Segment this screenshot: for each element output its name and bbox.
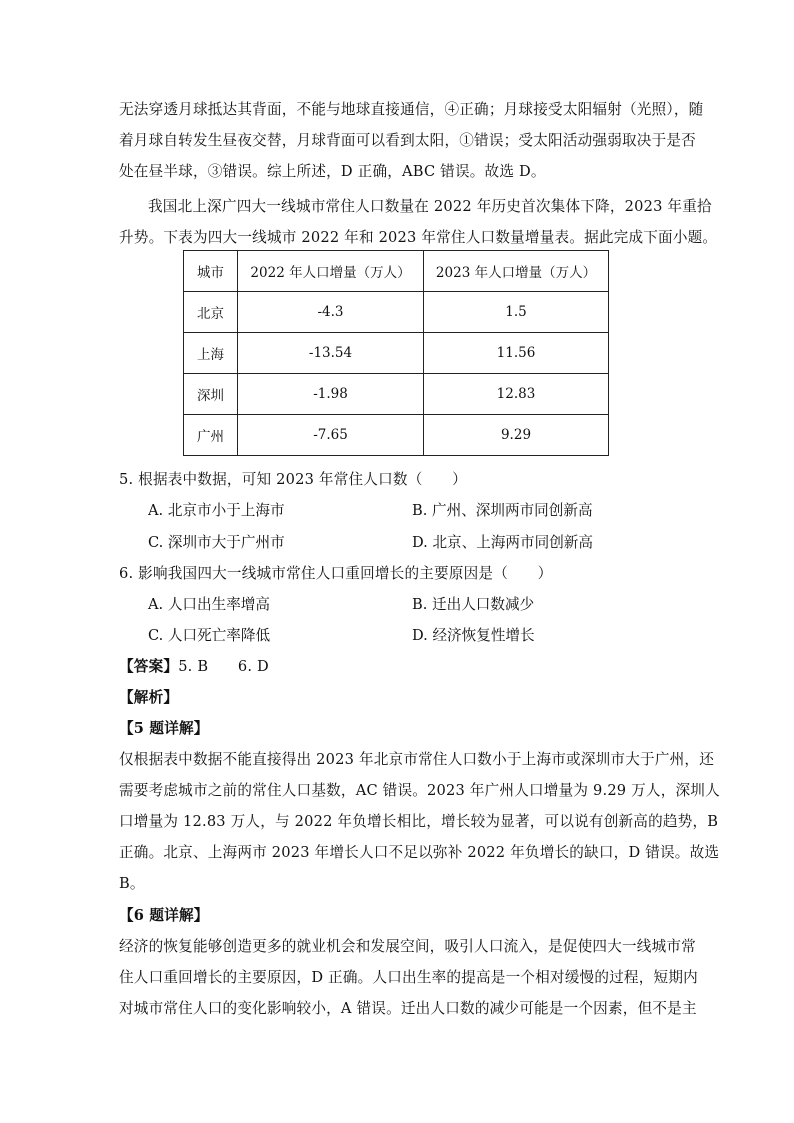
- option-b: B. 广州、深圳两市同创新高: [412, 502, 593, 519]
- text-line: 住人口重回增长的主要原因，D 正确。人口出生率的提高是一个相对缓慢的过程，短期内: [119, 969, 698, 986]
- table-cell: -1.98: [238, 374, 424, 415]
- text-line: 着月球自转发生昼夜交替，月球背面可以看到太阳，①错误；受太阳活动强弱取决于是否: [119, 132, 696, 149]
- question-stem: 6. 影响我国四大一线城市常住人口重回增长的主要原因是（ ）: [119, 565, 553, 582]
- table-row: [184, 292, 609, 333]
- text-line: 经济的恢复能够创造更多的就业机会和发展空间，吸引人口流入，是促使四大一线城市常: [119, 938, 696, 955]
- table-header: 城市: [184, 251, 238, 292]
- text-line: 正确。北京、上海两市 2023 年增长人口不足以弥补 2022 年负增长的缺口，D 错误。故选: [119, 844, 720, 861]
- option-a: A. 北京市小于上海市: [148, 502, 285, 519]
- table-header-row: [184, 251, 609, 292]
- option-d: D. 北京、上海两市同创新高: [412, 534, 593, 551]
- table-cell: 1.5: [424, 292, 609, 333]
- table-cell: -4.3: [238, 292, 424, 333]
- option-c: C. 人口死亡率降低: [148, 627, 271, 644]
- option-a: A. 人口出生率增高: [148, 596, 270, 613]
- text-line: 我国北上深广四大一线城市常住人口数量在 2022 年历史首次集体下降，2023 年重拾: [148, 198, 712, 215]
- option-b: B. 迁出人口数减少: [412, 596, 535, 613]
- table-cell: 12.83: [424, 374, 609, 415]
- table-cell: 11.56: [424, 333, 609, 374]
- table-header: 2023 年人口增量（万人）: [424, 251, 609, 292]
- text-line: 升势。下表为四大一线城市 2022 年和 2023 年常住人口数量增量表。据此完成下面小题。: [119, 229, 718, 246]
- table-cell: -7.65: [238, 415, 424, 456]
- population-table: [183, 250, 609, 456]
- option-d: D. 经济恢复性增长: [412, 627, 535, 644]
- text-line: 需要考虑城市之前的常住人口基数，AC 错误。2023 年广州人口增量为 9.29 万人，深圳人: [119, 782, 720, 799]
- answer-line: [119, 657, 269, 677]
- table-row: [184, 333, 609, 374]
- text-line: 口增量为 12.83 万人，与 2022 年负增长相比，增长较为显著，可以说有创新高的趋势，B: [119, 813, 719, 830]
- text-line: 处在昼半球，③错误。综上所述，D 正确，ABC 错误。故选 D。: [119, 163, 546, 180]
- answer-text: 5. B 6. D: [178, 658, 269, 675]
- table-cell: 北京: [184, 292, 238, 333]
- table-header: 2022 年人口增量（万人）: [238, 251, 424, 292]
- q6-detail-label: 【6 题详解】: [119, 907, 209, 924]
- table-cell: 上海: [184, 333, 238, 374]
- table-row: [184, 415, 609, 456]
- analysis-label: 【解析】: [119, 689, 179, 706]
- text-line: B。: [119, 875, 145, 892]
- text-line: 对城市常住人口的变化影响较小，A 错误。迁出人口数的减少可能是一个因素，但不是主: [119, 1000, 697, 1017]
- table-cell: 深圳: [184, 374, 238, 415]
- question-stem: 5. 根据表中数据，可知 2023 年常住人口数（ ）: [119, 471, 467, 488]
- text-line: 无法穿透月球抵达其背面，不能与地球直接通信，④正确；月球接受太阳辐射（光照），随: [119, 101, 704, 118]
- table-cell: 9.29: [424, 415, 609, 456]
- answer-label: 【答案】: [119, 658, 179, 675]
- q5-detail-label: 【5 题详解】: [119, 720, 209, 737]
- table-cell: -13.54: [238, 333, 424, 374]
- text-line: 仅根据表中数据不能直接得出 2023 年北京市常住人口数小于上海市或深圳市大于广州，还: [119, 751, 714, 768]
- option-c: C. 深圳市大于广州市: [148, 534, 285, 551]
- table-cell: 广州: [184, 415, 238, 456]
- table-row: [184, 374, 609, 415]
